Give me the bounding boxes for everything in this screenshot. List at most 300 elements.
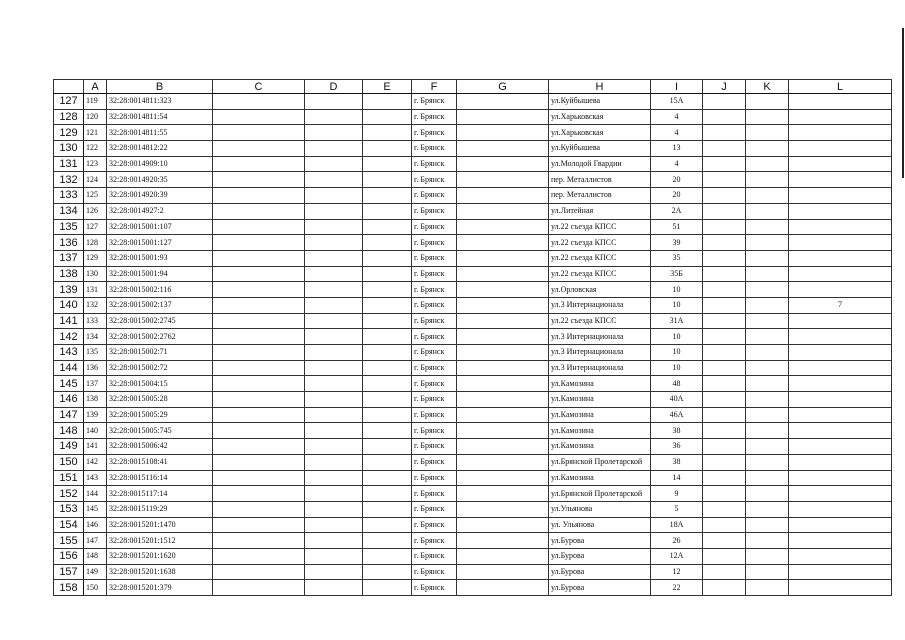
- cell-j[interactable]: [703, 172, 746, 188]
- cell-house-number[interactable]: 18А: [651, 517, 703, 533]
- cell-j[interactable]: [703, 250, 746, 266]
- cell-street[interactable]: ул.Камозина: [549, 439, 651, 455]
- row-number[interactable]: 144: [54, 360, 84, 376]
- cell-c[interactable]: [213, 250, 305, 266]
- cell-l[interactable]: [789, 501, 892, 517]
- cell-c[interactable]: [213, 156, 305, 172]
- cell-e[interactable]: [363, 517, 412, 533]
- cell-cadastral-number[interactable]: 32:28:0015116:14: [107, 470, 213, 486]
- row-number[interactable]: 154: [54, 517, 84, 533]
- cell-cadastral-number[interactable]: 32:28:0015201:379: [107, 580, 213, 596]
- cell-g[interactable]: [457, 250, 549, 266]
- cell-house-number[interactable]: 38: [651, 454, 703, 470]
- cell-g[interactable]: [457, 376, 549, 392]
- cell-a[interactable]: 140: [84, 423, 107, 439]
- cell-d[interactable]: [305, 141, 363, 157]
- cell-j[interactable]: [703, 548, 746, 564]
- cell-c[interactable]: [213, 297, 305, 313]
- cell-house-number[interactable]: 4: [651, 109, 703, 125]
- row-number[interactable]: 146: [54, 392, 84, 408]
- cell-cadastral-number[interactable]: 32:28:0014920:39: [107, 188, 213, 204]
- cell-c[interactable]: [213, 219, 305, 235]
- cell-house-number[interactable]: 15А: [651, 94, 703, 110]
- cell-d[interactable]: [305, 376, 363, 392]
- cell-d[interactable]: [305, 219, 363, 235]
- cell-a[interactable]: 135: [84, 345, 107, 361]
- cell-cadastral-number[interactable]: 32:28:0015004:15: [107, 376, 213, 392]
- row-number[interactable]: 151: [54, 470, 84, 486]
- cell-city[interactable]: г. Брянск: [412, 109, 457, 125]
- cell-d[interactable]: [305, 329, 363, 345]
- row-number[interactable]: 139: [54, 282, 84, 298]
- cell-k[interactable]: [746, 439, 789, 455]
- cell-e[interactable]: [363, 439, 412, 455]
- row-number[interactable]: 157: [54, 564, 84, 580]
- cell-c[interactable]: [213, 439, 305, 455]
- cell-j[interactable]: [703, 564, 746, 580]
- cell-city[interactable]: г. Брянск: [412, 188, 457, 204]
- cell-k[interactable]: [746, 517, 789, 533]
- cell-l[interactable]: [789, 454, 892, 470]
- cell-c[interactable]: [213, 517, 305, 533]
- cell-k[interactable]: [746, 580, 789, 596]
- cell-c[interactable]: [213, 564, 305, 580]
- column-header-k[interactable]: K: [746, 80, 789, 94]
- cell-l[interactable]: [789, 376, 892, 392]
- cell-g[interactable]: [457, 329, 549, 345]
- cell-city[interactable]: г. Брянск: [412, 470, 457, 486]
- cell-e[interactable]: [363, 486, 412, 502]
- cell-d[interactable]: [305, 470, 363, 486]
- cell-c[interactable]: [213, 423, 305, 439]
- cell-cadastral-number[interactable]: 32:28:0014811:54: [107, 109, 213, 125]
- cell-d[interactable]: [305, 580, 363, 596]
- cell-k[interactable]: [746, 297, 789, 313]
- cell-street[interactable]: ул.Бурова: [549, 533, 651, 549]
- cell-street[interactable]: ул.Камозина: [549, 423, 651, 439]
- cell-street[interactable]: ул.3 Интернационала: [549, 345, 651, 361]
- cell-j[interactable]: [703, 486, 746, 502]
- cell-house-number[interactable]: 40А: [651, 392, 703, 408]
- cell-d[interactable]: [305, 250, 363, 266]
- cell-street[interactable]: ул.Камозина: [549, 407, 651, 423]
- row-number[interactable]: 135: [54, 219, 84, 235]
- cell-a[interactable]: 122: [84, 141, 107, 157]
- cell-j[interactable]: [703, 266, 746, 282]
- cell-cadastral-number[interactable]: 32:28:0015201:1620: [107, 548, 213, 564]
- cell-d[interactable]: [305, 188, 363, 204]
- cell-k[interactable]: [746, 345, 789, 361]
- cell-l[interactable]: [789, 219, 892, 235]
- cell-l[interactable]: [789, 203, 892, 219]
- cell-city[interactable]: г. Брянск: [412, 203, 457, 219]
- cell-house-number[interactable]: 26: [651, 533, 703, 549]
- cell-house-number[interactable]: 48: [651, 376, 703, 392]
- cell-j[interactable]: [703, 533, 746, 549]
- cell-j[interactable]: [703, 423, 746, 439]
- cell-k[interactable]: [746, 219, 789, 235]
- column-header-g[interactable]: G: [457, 80, 549, 94]
- cell-a[interactable]: 146: [84, 517, 107, 533]
- cell-cadastral-number[interactable]: 32:28:0015001:127: [107, 235, 213, 251]
- cell-g[interactable]: [457, 172, 549, 188]
- cell-e[interactable]: [363, 548, 412, 564]
- cell-a[interactable]: 126: [84, 203, 107, 219]
- cell-cadastral-number[interactable]: 32:28:0015119:29: [107, 501, 213, 517]
- cell-cadastral-number[interactable]: 32:28:0014909:10: [107, 156, 213, 172]
- row-number[interactable]: 149: [54, 439, 84, 455]
- row-number[interactable]: 150: [54, 454, 84, 470]
- row-number[interactable]: 142: [54, 329, 84, 345]
- cell-a[interactable]: 120: [84, 109, 107, 125]
- cell-street[interactable]: ул.22 съезда КПСС: [549, 250, 651, 266]
- cell-g[interactable]: [457, 297, 549, 313]
- row-number[interactable]: 129: [54, 125, 84, 141]
- cell-city[interactable]: г. Брянск: [412, 329, 457, 345]
- cell-g[interactable]: [457, 203, 549, 219]
- cell-cadastral-number[interactable]: 32:28:0014920:35: [107, 172, 213, 188]
- cell-c[interactable]: [213, 109, 305, 125]
- cell-house-number[interactable]: 51: [651, 219, 703, 235]
- cell-k[interactable]: [746, 235, 789, 251]
- cell-city[interactable]: г. Брянск: [412, 392, 457, 408]
- cell-house-number[interactable]: 36: [651, 439, 703, 455]
- cell-g[interactable]: [457, 564, 549, 580]
- cell-g[interactable]: [457, 392, 549, 408]
- cell-house-number[interactable]: 10: [651, 360, 703, 376]
- row-number[interactable]: 132: [54, 172, 84, 188]
- cell-c[interactable]: [213, 235, 305, 251]
- cell-city[interactable]: г. Брянск: [412, 360, 457, 376]
- cell-l[interactable]: [789, 282, 892, 298]
- cell-e[interactable]: [363, 376, 412, 392]
- cell-d[interactable]: [305, 172, 363, 188]
- cell-a[interactable]: 133: [84, 313, 107, 329]
- cell-a[interactable]: 147: [84, 533, 107, 549]
- cell-e[interactable]: [363, 470, 412, 486]
- cell-d[interactable]: [305, 564, 363, 580]
- cell-k[interactable]: [746, 423, 789, 439]
- cell-k[interactable]: [746, 360, 789, 376]
- cell-g[interactable]: [457, 501, 549, 517]
- cell-c[interactable]: [213, 203, 305, 219]
- cell-l[interactable]: [789, 156, 892, 172]
- cell-l[interactable]: [789, 470, 892, 486]
- cell-city[interactable]: г. Брянск: [412, 580, 457, 596]
- cell-d[interactable]: [305, 266, 363, 282]
- row-number[interactable]: 137: [54, 250, 84, 266]
- cell-a[interactable]: 144: [84, 486, 107, 502]
- cell-l[interactable]: [789, 250, 892, 266]
- cell-a[interactable]: 125: [84, 188, 107, 204]
- row-number[interactable]: 128: [54, 109, 84, 125]
- cell-city[interactable]: г. Брянск: [412, 376, 457, 392]
- cell-d[interactable]: [305, 486, 363, 502]
- cell-j[interactable]: [703, 517, 746, 533]
- cell-cadastral-number[interactable]: 32:28:0015001:107: [107, 219, 213, 235]
- cell-g[interactable]: [457, 360, 549, 376]
- cell-k[interactable]: [746, 94, 789, 110]
- cell-k[interactable]: [746, 548, 789, 564]
- cell-e[interactable]: [363, 454, 412, 470]
- cell-city[interactable]: г. Брянск: [412, 125, 457, 141]
- row-number[interactable]: 147: [54, 407, 84, 423]
- column-header-l[interactable]: L: [789, 80, 892, 94]
- cell-g[interactable]: [457, 266, 549, 282]
- cell-d[interactable]: [305, 282, 363, 298]
- cell-e[interactable]: [363, 94, 412, 110]
- cell-g[interactable]: [457, 345, 549, 361]
- cell-g[interactable]: [457, 235, 549, 251]
- cell-street[interactable]: ул.22 съезда КПСС: [549, 219, 651, 235]
- cell-j[interactable]: [703, 188, 746, 204]
- cell-city[interactable]: г. Брянск: [412, 282, 457, 298]
- cell-k[interactable]: [746, 313, 789, 329]
- cell-g[interactable]: [457, 282, 549, 298]
- cell-g[interactable]: [457, 219, 549, 235]
- cell-c[interactable]: [213, 94, 305, 110]
- column-header-a[interactable]: A: [84, 80, 107, 94]
- column-header-j[interactable]: J: [703, 80, 746, 94]
- cell-g[interactable]: [457, 517, 549, 533]
- cell-k[interactable]: [746, 172, 789, 188]
- cell-city[interactable]: г. Брянск: [412, 548, 457, 564]
- cell-k[interactable]: [746, 266, 789, 282]
- cell-j[interactable]: [703, 109, 746, 125]
- cell-c[interactable]: [213, 282, 305, 298]
- cell-city[interactable]: г. Брянск: [412, 564, 457, 580]
- cell-j[interactable]: [703, 470, 746, 486]
- cell-g[interactable]: [457, 156, 549, 172]
- cell-j[interactable]: [703, 203, 746, 219]
- cell-street[interactable]: ул.Брянской Пролетарской: [549, 486, 651, 502]
- cell-house-number[interactable]: 4: [651, 125, 703, 141]
- cell-k[interactable]: [746, 188, 789, 204]
- cell-k[interactable]: [746, 282, 789, 298]
- cell-city[interactable]: г. Брянск: [412, 141, 457, 157]
- cell-j[interactable]: [703, 345, 746, 361]
- cell-g[interactable]: [457, 533, 549, 549]
- column-header-h[interactable]: H: [549, 80, 651, 94]
- cell-street[interactable]: ул.Куйбышева: [549, 141, 651, 157]
- cell-l[interactable]: [789, 486, 892, 502]
- cell-a[interactable]: 138: [84, 392, 107, 408]
- cell-street[interactable]: ул.Литейная: [549, 203, 651, 219]
- cell-street[interactable]: ул.Камозина: [549, 470, 651, 486]
- cell-d[interactable]: [305, 345, 363, 361]
- cell-e[interactable]: [363, 329, 412, 345]
- cell-street[interactable]: пер. Металлистов: [549, 188, 651, 204]
- corner-cell[interactable]: [54, 80, 84, 94]
- cell-street[interactable]: ул.Камозина: [549, 376, 651, 392]
- cell-l[interactable]: [789, 533, 892, 549]
- cell-k[interactable]: [746, 486, 789, 502]
- cell-cadastral-number[interactable]: 32:28:0014927:2: [107, 203, 213, 219]
- cell-house-number[interactable]: 12А: [651, 548, 703, 564]
- cell-j[interactable]: [703, 235, 746, 251]
- cell-cadastral-number[interactable]: 32:28:0014811:55: [107, 125, 213, 141]
- row-number[interactable]: 140: [54, 297, 84, 313]
- cell-street[interactable]: ул.Бурова: [549, 548, 651, 564]
- cell-g[interactable]: [457, 470, 549, 486]
- cell-k[interactable]: [746, 470, 789, 486]
- cell-cadastral-number[interactable]: 32:28:0015002:2762: [107, 329, 213, 345]
- cell-g[interactable]: [457, 548, 549, 564]
- cell-city[interactable]: г. Брянск: [412, 407, 457, 423]
- cell-d[interactable]: [305, 313, 363, 329]
- cell-house-number[interactable]: 31А: [651, 313, 703, 329]
- cell-cadastral-number[interactable]: 32:28:0015201:1512: [107, 533, 213, 549]
- cell-j[interactable]: [703, 141, 746, 157]
- cell-city[interactable]: г. Брянск: [412, 250, 457, 266]
- cell-d[interactable]: [305, 423, 363, 439]
- cell-l[interactable]: [789, 141, 892, 157]
- cell-cadastral-number[interactable]: 32:28:0015002:137: [107, 297, 213, 313]
- cell-d[interactable]: [305, 501, 363, 517]
- cell-city[interactable]: г. Брянск: [412, 423, 457, 439]
- cell-e[interactable]: [363, 266, 412, 282]
- row-number[interactable]: 138: [54, 266, 84, 282]
- cell-house-number[interactable]: 20: [651, 172, 703, 188]
- cell-g[interactable]: [457, 188, 549, 204]
- cell-e[interactable]: [363, 423, 412, 439]
- cell-j[interactable]: [703, 580, 746, 596]
- cell-a[interactable]: 124: [84, 172, 107, 188]
- cell-house-number[interactable]: 22: [651, 580, 703, 596]
- cell-d[interactable]: [305, 533, 363, 549]
- cell-l[interactable]: [789, 266, 892, 282]
- cell-c[interactable]: [213, 501, 305, 517]
- cell-j[interactable]: [703, 501, 746, 517]
- cell-l[interactable]: [789, 564, 892, 580]
- cell-house-number[interactable]: 14: [651, 470, 703, 486]
- cell-cadastral-number[interactable]: 32:28:0014811:323: [107, 94, 213, 110]
- cell-house-number[interactable]: 12: [651, 564, 703, 580]
- cell-a[interactable]: 139: [84, 407, 107, 423]
- cell-d[interactable]: [305, 439, 363, 455]
- row-number[interactable]: 143: [54, 345, 84, 361]
- cell-street[interactable]: ул.Бурова: [549, 564, 651, 580]
- cell-city[interactable]: г. Брянск: [412, 235, 457, 251]
- cell-e[interactable]: [363, 580, 412, 596]
- cell-house-number[interactable]: 4: [651, 156, 703, 172]
- cell-d[interactable]: [305, 94, 363, 110]
- cell-j[interactable]: [703, 376, 746, 392]
- cell-l[interactable]: [789, 423, 892, 439]
- cell-cadastral-number[interactable]: 32:28:0015117:14: [107, 486, 213, 502]
- cell-d[interactable]: [305, 156, 363, 172]
- cell-k[interactable]: [746, 533, 789, 549]
- cell-c[interactable]: [213, 329, 305, 345]
- cell-l[interactable]: [789, 360, 892, 376]
- row-number[interactable]: 134: [54, 203, 84, 219]
- cell-l[interactable]: [789, 345, 892, 361]
- cell-cadastral-number[interactable]: 32:28:0015005:29: [107, 407, 213, 423]
- cell-k[interactable]: [746, 109, 789, 125]
- cell-a[interactable]: 137: [84, 376, 107, 392]
- cell-city[interactable]: г. Брянск: [412, 172, 457, 188]
- cell-l[interactable]: [789, 94, 892, 110]
- cell-k[interactable]: [746, 392, 789, 408]
- cell-l[interactable]: [789, 580, 892, 596]
- cell-k[interactable]: [746, 329, 789, 345]
- cell-a[interactable]: 149: [84, 564, 107, 580]
- cell-a[interactable]: 132: [84, 297, 107, 313]
- cell-city[interactable]: г. Брянск: [412, 297, 457, 313]
- cell-a[interactable]: 145: [84, 501, 107, 517]
- row-number[interactable]: 136: [54, 235, 84, 251]
- cell-j[interactable]: [703, 156, 746, 172]
- cell-k[interactable]: [746, 156, 789, 172]
- cell-c[interactable]: [213, 454, 305, 470]
- cell-a[interactable]: 136: [84, 360, 107, 376]
- cell-a[interactable]: 123: [84, 156, 107, 172]
- cell-j[interactable]: [703, 313, 746, 329]
- cell-city[interactable]: г. Брянск: [412, 345, 457, 361]
- cell-k[interactable]: [746, 564, 789, 580]
- cell-house-number[interactable]: 10: [651, 345, 703, 361]
- row-number[interactable]: 141: [54, 313, 84, 329]
- row-number[interactable]: 156: [54, 548, 84, 564]
- cell-l[interactable]: [789, 329, 892, 345]
- cell-city[interactable]: г. Брянск: [412, 533, 457, 549]
- cell-street[interactable]: ул.Куйбышева: [549, 94, 651, 110]
- cell-a[interactable]: 134: [84, 329, 107, 345]
- cell-cadastral-number[interactable]: 32:28:0015001:93: [107, 250, 213, 266]
- cell-cadastral-number[interactable]: 32:28:0015005:28: [107, 392, 213, 408]
- cell-city[interactable]: г. Брянск: [412, 313, 457, 329]
- cell-street[interactable]: ул.22 съезда КПСС: [549, 313, 651, 329]
- cell-e[interactable]: [363, 172, 412, 188]
- cell-g[interactable]: [457, 407, 549, 423]
- cell-street[interactable]: ул.Харьковская: [549, 109, 651, 125]
- cell-j[interactable]: [703, 282, 746, 298]
- cell-a[interactable]: 128: [84, 235, 107, 251]
- cell-street[interactable]: ул.3 Интернационала: [549, 329, 651, 345]
- cell-c[interactable]: [213, 141, 305, 157]
- column-header-b[interactable]: B: [107, 80, 213, 94]
- cell-g[interactable]: [457, 141, 549, 157]
- row-number[interactable]: 153: [54, 501, 84, 517]
- column-header-c[interactable]: C: [213, 80, 305, 94]
- cell-a[interactable]: 127: [84, 219, 107, 235]
- cell-g[interactable]: [457, 94, 549, 110]
- cell-c[interactable]: [213, 266, 305, 282]
- cell-e[interactable]: [363, 156, 412, 172]
- row-number[interactable]: 131: [54, 156, 84, 172]
- row-number[interactable]: 127: [54, 94, 84, 110]
- cell-house-number[interactable]: 10: [651, 329, 703, 345]
- cell-d[interactable]: [305, 109, 363, 125]
- cell-l[interactable]: [789, 407, 892, 423]
- cell-j[interactable]: [703, 329, 746, 345]
- row-number[interactable]: 155: [54, 533, 84, 549]
- cell-j[interactable]: [703, 360, 746, 376]
- cell-k[interactable]: [746, 407, 789, 423]
- cell-c[interactable]: [213, 580, 305, 596]
- row-number[interactable]: 152: [54, 486, 84, 502]
- cell-street[interactable]: ул.Бурова: [549, 580, 651, 596]
- cell-g[interactable]: [457, 125, 549, 141]
- cell-a[interactable]: 130: [84, 266, 107, 282]
- cell-e[interactable]: [363, 235, 412, 251]
- cell-city[interactable]: г. Брянск: [412, 94, 457, 110]
- cell-e[interactable]: [363, 407, 412, 423]
- cell-street[interactable]: ул.Молодой Гвардии: [549, 156, 651, 172]
- cell-l[interactable]: [789, 313, 892, 329]
- cell-c[interactable]: [213, 376, 305, 392]
- cell-j[interactable]: [703, 219, 746, 235]
